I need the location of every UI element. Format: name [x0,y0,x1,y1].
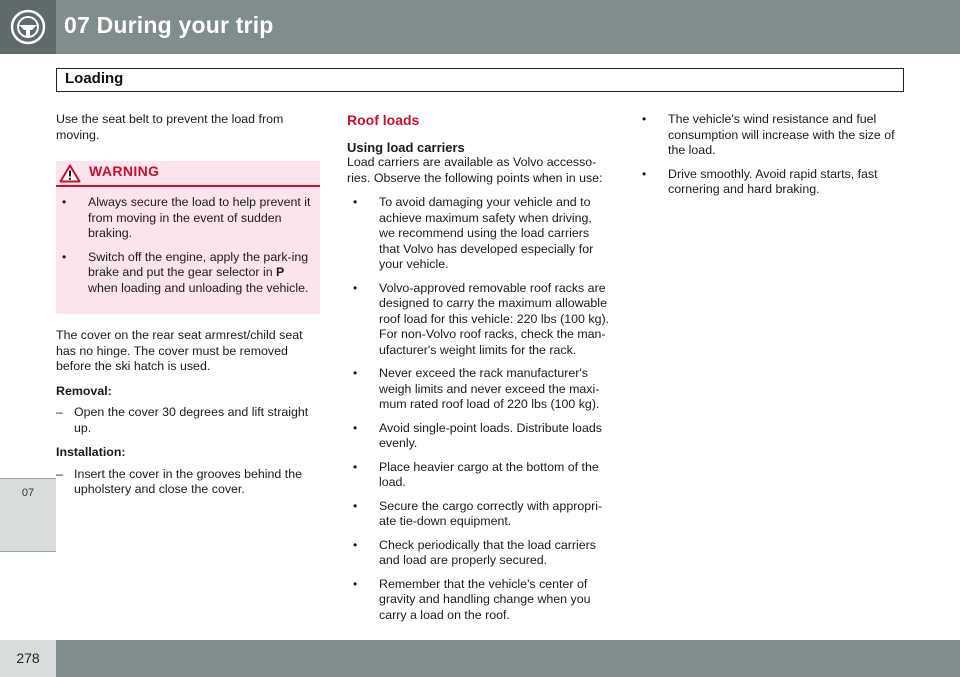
left-strip [0,54,56,640]
section-bar [56,68,904,92]
page-number: 278 [16,650,40,666]
cover-paragraph: The cover on the rear seat armrest/child seat has no hinge. The cover must be removed before the ski hatch is used. [56,328,303,373]
steering-wheel-icon [9,8,47,46]
chapter-side-tab[interactable] [0,478,56,552]
removal-step [56,405,320,436]
dash-mark: – [56,466,63,481]
removal-step-text: Open the cover 30 degrees and lift straight up. [74,405,309,435]
page-number-box [0,640,56,677]
list-item [347,577,611,624]
side-tab-label: 07 [21,487,35,499]
bullet-mark: • [353,537,358,552]
load-carriers-intro: Load carriers are available as Volvo accesso-ries. Observe the following points when in use: [347,155,603,185]
list-item-text: Secure the cargo correctly with appropri-ate tie-down equipment. [379,498,603,528]
removal-label: Removal: [56,383,112,398]
list-item-text: Avoid single-point loads. Distribute loads evenly. [379,420,602,450]
warning-title: WARNING [89,163,160,179]
list-item-text: To avoid damaging your vehicle and to achieve maximum safety when driving, we recommend using the load carriers that Volvo has developed especially for your vehicle. [379,195,594,271]
dash-mark: – [56,405,63,419]
roof-load-list-continued [636,112,906,198]
list-item [636,167,906,198]
column-3 [636,112,906,206]
warning-header [56,161,320,187]
bullet-mark: • [353,420,358,435]
column-1 [56,112,320,507]
bullet-mark: • [353,498,358,513]
intro-paragraph: Use the seat belt to prevent the load from moving. [56,112,284,142]
list-item-text: Place heavier cargo at the bottom of the load. [379,459,599,489]
installation-steps [56,467,320,498]
bullet-mark: • [353,459,358,474]
list-item-text: Volvo-approved removable roof racks are designed to carry the maximum allowable roof load for this vehicle: 220 lbs (100 kg). For non-Volvo roof racks, check the man-ufacturer's weight limits for the rack. [379,280,610,357]
list-item-text: Never exceed the rack manufacturer's weigh limits and never exceed the maxi-mum rated roof load of 220 lbs (100 kg). [379,366,600,411]
bullet-mark: • [642,112,647,126]
list-item-text: The vehicle's wind resistance and fuel consumption will increase with the size of the load. [668,112,895,157]
chapter-title: 07 During your trip [64,12,274,38]
warning-item [56,195,320,242]
column-2 [347,112,611,631]
bullet-mark: • [353,195,358,209]
warning-box [56,161,320,314]
list-item [347,421,611,452]
removal-steps [56,405,320,436]
bullet-mark: • [62,249,67,264]
installation-step-text: Insert the cover in the grooves behind the upholstery and close the cover. [74,466,302,496]
section-title: Loading [65,70,124,87]
logo-box [0,0,56,54]
list-item [636,112,906,159]
warning-list [56,195,320,296]
warning-item-text-end: when loading and unloading the vehicle. [88,280,309,295]
bullet-mark: • [642,166,647,181]
warning-item [56,250,320,297]
list-item [347,538,611,569]
list-item-text: Drive smoothly. Avoid rapid starts, fast cornering and hard braking. [668,166,878,196]
warning-item-text: Always secure the load to help prevent it from moving in the event of sudden braking. [88,195,311,240]
list-item [347,195,611,273]
bullet-mark: • [62,195,67,209]
bullet-mark: • [353,280,358,295]
bullet-mark: • [353,366,358,380]
warning-triangle-icon [59,164,81,183]
installation-label: Installation: [56,445,126,459]
list-item [347,366,611,413]
bullet-mark: • [353,576,358,591]
list-item [347,499,611,530]
list-item [347,281,611,359]
list-item [347,460,611,491]
load-carriers-subheading: Using load carriers [347,139,465,155]
page-footer [0,640,960,677]
roof-loads-heading: Roof loads [347,112,420,128]
list-item-text: Check periodically that the load carriers and load are properly secured. [379,537,596,567]
warning-item-text: Switch off the engine, apply the park-ing brake and put the gear selector in [88,249,309,279]
installation-step [56,467,320,498]
roof-load-list [347,195,611,623]
chapter-header [0,0,960,54]
list-item-text: Remember that the vehicle's center of gravity and handling change when you carry a load on the roof. [379,576,591,622]
gear-position-p: P [276,265,285,279]
